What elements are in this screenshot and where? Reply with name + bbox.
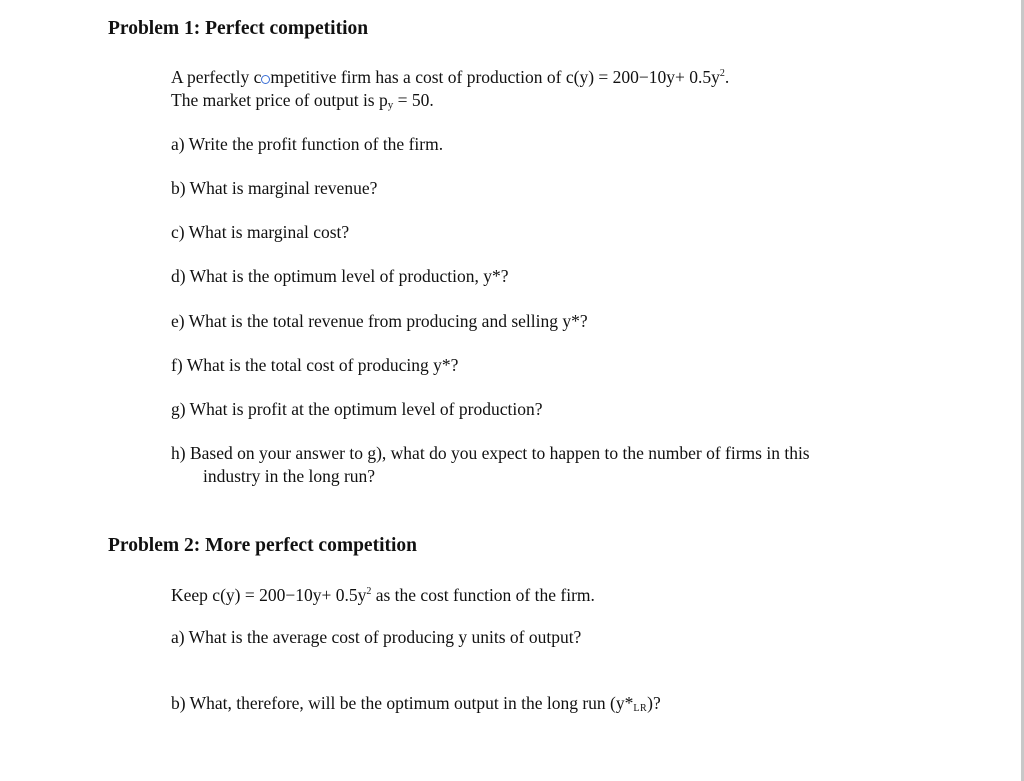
problem-2-question-a: a) What is the average cost of producing y units of output? xyxy=(171,627,582,647)
problem-1-question-g: g) What is profit at the optimum level of production? xyxy=(171,399,543,419)
problem-2-title: Problem 2: More perfect competition xyxy=(108,535,418,556)
problem-2-question-b xyxy=(171,692,661,714)
problem-2-exponent: 2 xyxy=(366,586,372,597)
intro-line-2-end: = 50. xyxy=(393,90,434,110)
intro-line-2-start: The market price of output is p xyxy=(171,90,388,110)
problem-1-intro-line-1 xyxy=(171,66,729,88)
problem-2-intro xyxy=(171,584,595,606)
price-subscript: y xyxy=(387,99,394,111)
intro-line-1-start: A perfectly c xyxy=(171,67,262,87)
intro-exponent: 2 xyxy=(719,68,725,79)
problem-2-intro-start: Keep c(y) = 200−10y+ 0.5y xyxy=(171,585,367,605)
problem-1-question-e: e) What is the total revenue from producing and selling y*? xyxy=(171,311,588,331)
problem-1-question-f: f) What is the total cost of producing y*? xyxy=(171,355,459,375)
intro-line-1-middle: mpetitive firm has a cost of production of c(y) = 200−10y+ 0.5y xyxy=(270,67,720,87)
problem-2-question-b-start: b) What, therefore, will be the optimum output in the long run (y* xyxy=(171,693,634,713)
intro-line-1-end: . xyxy=(724,67,730,87)
problem-1-question-b: b) What is marginal revenue? xyxy=(171,178,378,198)
problem-1-title: Problem 1: Perfect competition xyxy=(108,18,369,39)
problem-1-question-h-line-1: h) Based on your answer to g), what do you expect to happen to the number of firms in this xyxy=(171,443,810,463)
problem-1-question-c: c) What is marginal cost? xyxy=(171,222,350,242)
problem-2-intro-end: as the cost function of the firm. xyxy=(371,585,595,605)
problem-1-intro-line-2 xyxy=(171,89,434,111)
problem-2-question-b-end: )? xyxy=(647,693,661,713)
problem-1-question-h-line-2: industry in the long run? xyxy=(203,466,376,486)
problem-1-question-d: d) What is the optimum level of production, y*? xyxy=(171,266,509,286)
long-run-subscript: LR xyxy=(633,703,648,714)
problem-1-question-a: a) Write the profit function of the firm. xyxy=(171,134,444,154)
